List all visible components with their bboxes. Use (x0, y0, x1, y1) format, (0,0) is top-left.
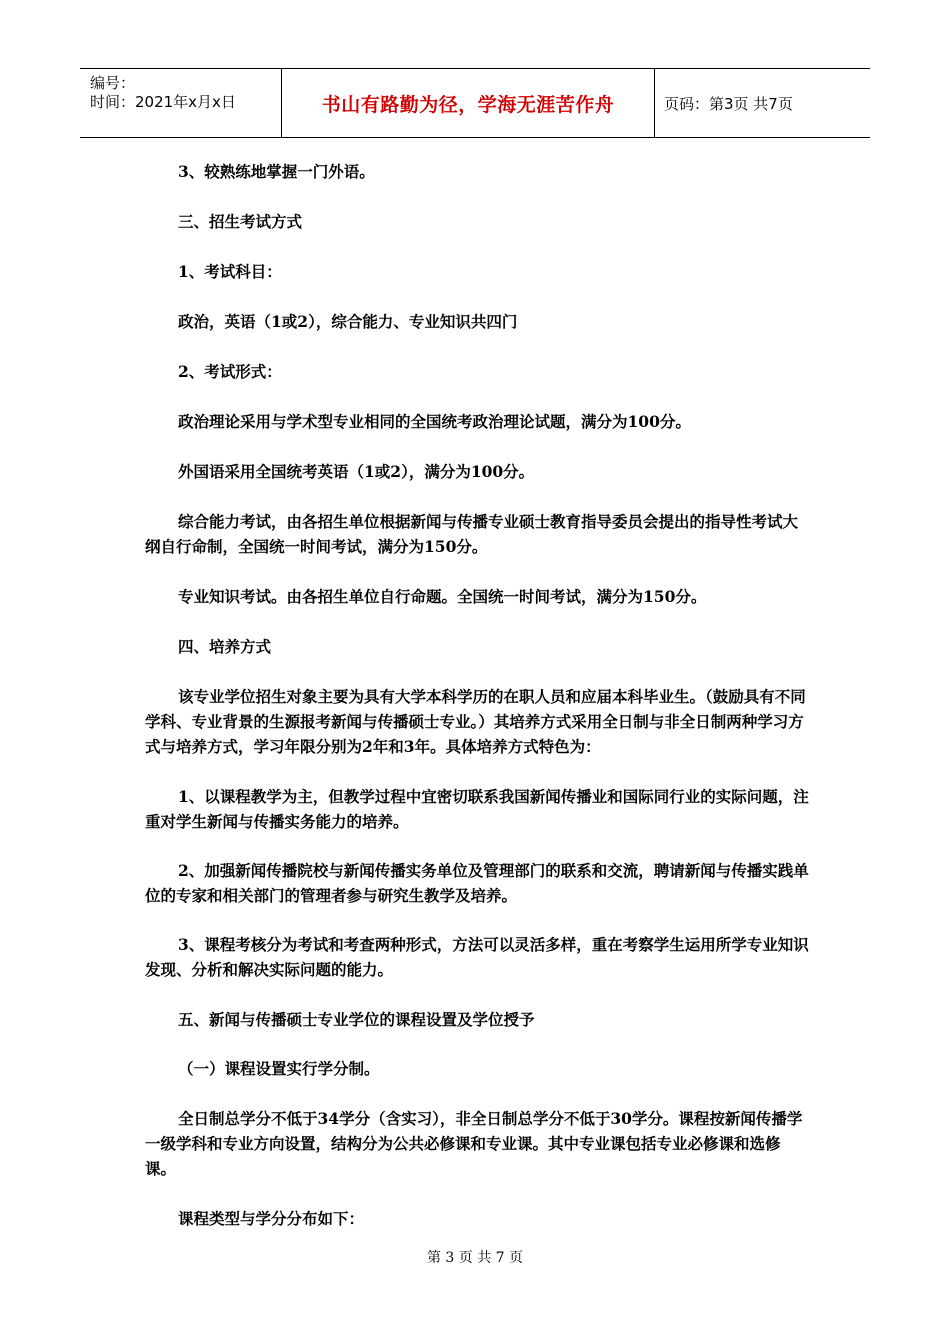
document-header (80, 68, 870, 138)
section-heading: 四、培养方式 (178, 637, 272, 656)
paragraph: 综合能力考试，由各招生单位根据新闻与传播专业硕士教育指导委员会提出的指导性考试大纲自行命制，全国统一时间考试，满分为150分。 (145, 512, 799, 556)
paragraph: 全日制总学分不低于34学分（含实习），非全日制总学分不低于30学分。课程按新闻传播学一级学科和专业方向设置，结构分为公共必修课和专业课。其中专业课包括专业必修课和选修课。 (145, 1109, 803, 1178)
motto: 书山有路勤为径，学海无涯苦作舟 (321, 94, 615, 116)
paragraph: 课程类型与学分分布如下： (178, 1209, 365, 1228)
paragraph: 3、课程考核分为考试和考查两种形式，方法可以灵活多样，重在考察学生运用所学专业知识发现、分析和解决实际问题的能力。 (145, 935, 809, 979)
section-heading: 三、招生考试方式 (178, 212, 303, 231)
date-line: 时间：2021年x月x日 (90, 93, 236, 111)
paragraph: 3、较熟练地掌握一门外语。 (178, 162, 375, 181)
header-meta (80, 69, 280, 137)
paragraph: 该专业学位招生对象主要为具有大学本科学历的在职人员和应届本科毕业生。（鼓励具有不同学科、专业背景的生源报考新闻与传播硕士专业。）其培养方式采用全日制与非全日制两种学习方式与培养方式，学习年限分别为2年和3年。具体培养方式特色为： (145, 687, 806, 756)
header-page-cell (654, 69, 870, 137)
subheading: 2、考试形式： (178, 362, 282, 381)
paragraph: 2、加强新闻传播院校与新闻传播实务单位及管理部门的联系和交流，聘请新闻与传播实践单位的专家和相关部门的管理者参与研究生教学及培养。 (145, 861, 809, 905)
header-motto-cell (281, 69, 655, 137)
paragraph: 政治理论采用与学术型专业相同的全国统考政治理论试题，满分为100分。 (178, 412, 691, 431)
subheading: 1、考试科目： (178, 262, 282, 281)
subheading: （一）课程设置实行学分制。 (178, 1059, 380, 1078)
paragraph: 专业知识考试。由各招生单位自行命题。全国统一时间考试，满分为150分。 (178, 587, 707, 606)
paragraph: 政治，英语（1或2），综合能力、专业知识共四门 (178, 312, 518, 331)
paragraph: 外国语采用全国统考英语（1或2），满分为100分。 (178, 462, 535, 481)
section-heading: 五、新闻与传播硕士专业学位的课程设置及学位授予 (178, 1010, 535, 1029)
paragraph: 1、以课程教学为主，但教学过程中宜密切联系我国新闻传播业和国际同行业的实际问题，注重对学生新闻与传播实务能力的培养。 (145, 787, 809, 831)
page-footer: 第 3 页 共 7 页 (426, 1250, 524, 1266)
page-info: 页码：第3页 共7页 (664, 95, 793, 113)
number-label: 编号： (90, 74, 136, 92)
